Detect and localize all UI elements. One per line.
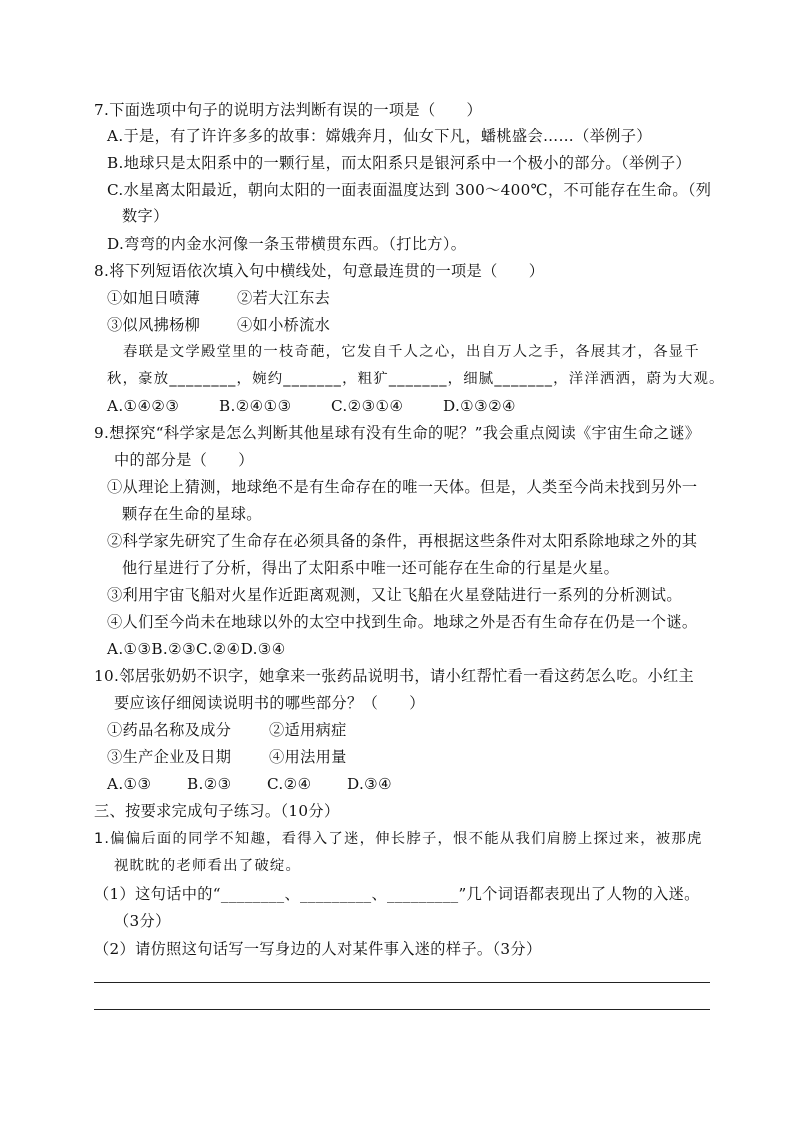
q10-item-4: ④用法用量 xyxy=(269,748,347,766)
q8-passage-cont: 秋，豪放________，婉约_______，粗犷_______，细腻_______，洋洋洒洒，蔚为大观。 xyxy=(107,371,725,387)
s3-q1-sub2: （2）请仿照这句话写一写身边的人对某件事入迷的样子。（3分） xyxy=(94,940,542,958)
q10-option-b: B.②③ xyxy=(187,775,232,793)
q10-item-2: ②适用病症 xyxy=(269,721,347,739)
q8-phrases-row2 xyxy=(107,315,330,335)
answer-line-1[interactable] xyxy=(94,982,710,983)
s3-q1-sub1: （1）这句话中的“________、_________、_________”几个词语都表现出了人物的入迷。 xyxy=(94,885,700,903)
s3-q1-sub1-points: （3分） xyxy=(114,912,171,930)
q10-option-c: C.②④ xyxy=(267,775,312,793)
q10-items-row1 xyxy=(107,720,347,740)
q10-stem: 10.邻居张奶奶不识字，她拿来一张药品说明书，请小红帮忙看一看这药怎么吃。小红主 xyxy=(94,667,695,685)
q9-options: A.①③B.②③C.②④D.③④ xyxy=(107,640,286,658)
q8-phrases-row1 xyxy=(107,288,330,308)
q9-segment-4: ④人们至今尚未在地球以外的太空中找到生命。地球之外是否有生命存在仍是一个谜。 xyxy=(107,613,698,631)
q7-option-c: C.水星离太阳最近，朝向太阳的一面表面温度达到 300～400℃，不可能存在生命。（列 xyxy=(107,181,712,199)
q10-items-row2 xyxy=(107,747,347,767)
q8-phrase-3: ③似风拂杨柳 xyxy=(107,316,201,334)
q9-stem-cont: 中的部分是（ ） xyxy=(114,451,254,469)
q8-option-c: C.②③①④ xyxy=(331,397,404,415)
q10-options xyxy=(107,774,392,794)
section-3-title: 三、按要求完成句子练习。（10分） xyxy=(94,802,340,820)
q7-option-a: A.于是，有了许许多多的故事：嫦娥奔月，仙女下凡，蟠桃盛会……（举例子） xyxy=(107,127,652,145)
q8-passage: 春联是文学殿堂里的一枝奇葩，它发自千人之心，出自万人之手，各展其才，各显千 xyxy=(123,344,700,360)
s3-q1: 1.偏偏后面的同学不知趣，看得入了迷，伸长脖子，恨不能从我们肩膀上探过来，被那虎 xyxy=(94,831,703,847)
q8-option-b: B.②④①③ xyxy=(219,397,292,415)
q8-phrase-4: ④如小桥流水 xyxy=(237,316,331,334)
q7-option-d: D.弯弯的内金水河像一条玉带横贯东西。（打比方）。 xyxy=(107,235,467,253)
q7-option-c-cont: 数字） xyxy=(122,207,169,225)
q9-segment-1-cont: 颗存在生命的星球。 xyxy=(122,505,262,523)
q10-item-1: ①药品名称及成分 xyxy=(107,721,232,739)
q10-stem-cont: 要应该仔细阅读说明书的哪些部分？（ ） xyxy=(114,694,425,712)
q9-segment-2-cont: 他行星进行了分析，得出了太阳系中唯一还可能存在生命的行星是火星。 xyxy=(122,559,620,577)
q9-segment-3: ③利用宇宙飞船对火星作近距离观测，又让飞船在火星登陆进行一系列的分析测试。 xyxy=(107,586,682,604)
q10-option-a: A.①③ xyxy=(107,775,152,793)
q10-option-d: D.③④ xyxy=(347,775,393,793)
q8-option-a: A.①④②③ xyxy=(107,397,180,415)
q9-segment-2: ②科学家先研究了生命存在必须具备的条件，再根据这些条件对太阳系除地球之外的其 xyxy=(107,532,698,550)
q8-option-d: D.①③②④ xyxy=(443,397,517,415)
q8-options xyxy=(107,396,516,416)
q8-phrase-2: ②若大江东去 xyxy=(237,289,331,307)
q10-item-3: ③生产企业及日期 xyxy=(107,748,232,766)
q9-stem: 9.想探究“科学家是怎么判断其他星球有没有生命的呢？”我会重点阅读《宇宙生命之谜》 xyxy=(94,424,701,442)
q9-segment-1: ①从理论上猜测，地球绝不是有生命存在的唯一天体。但是，人类至今尚未找到另外一 xyxy=(107,478,698,496)
q7-stem: 7.下面选项中句子的说明方法判断有误的一项是（ ） xyxy=(94,101,483,119)
q8-stem: 8.将下列短语依次填入句中横线处，句意最连贯的一项是（ ） xyxy=(94,262,545,280)
answer-line-2[interactable] xyxy=(94,1009,710,1010)
q8-phrase-1: ①如旭日喷薄 xyxy=(107,289,201,307)
s3-q1-cont: 视眈眈的老师看出了破绽。 xyxy=(114,858,302,874)
q7-option-b: B.地球只是太阳系中的一颗行星，而太阳系只是银河系中一个极小的部分。（举例子） xyxy=(107,154,691,172)
